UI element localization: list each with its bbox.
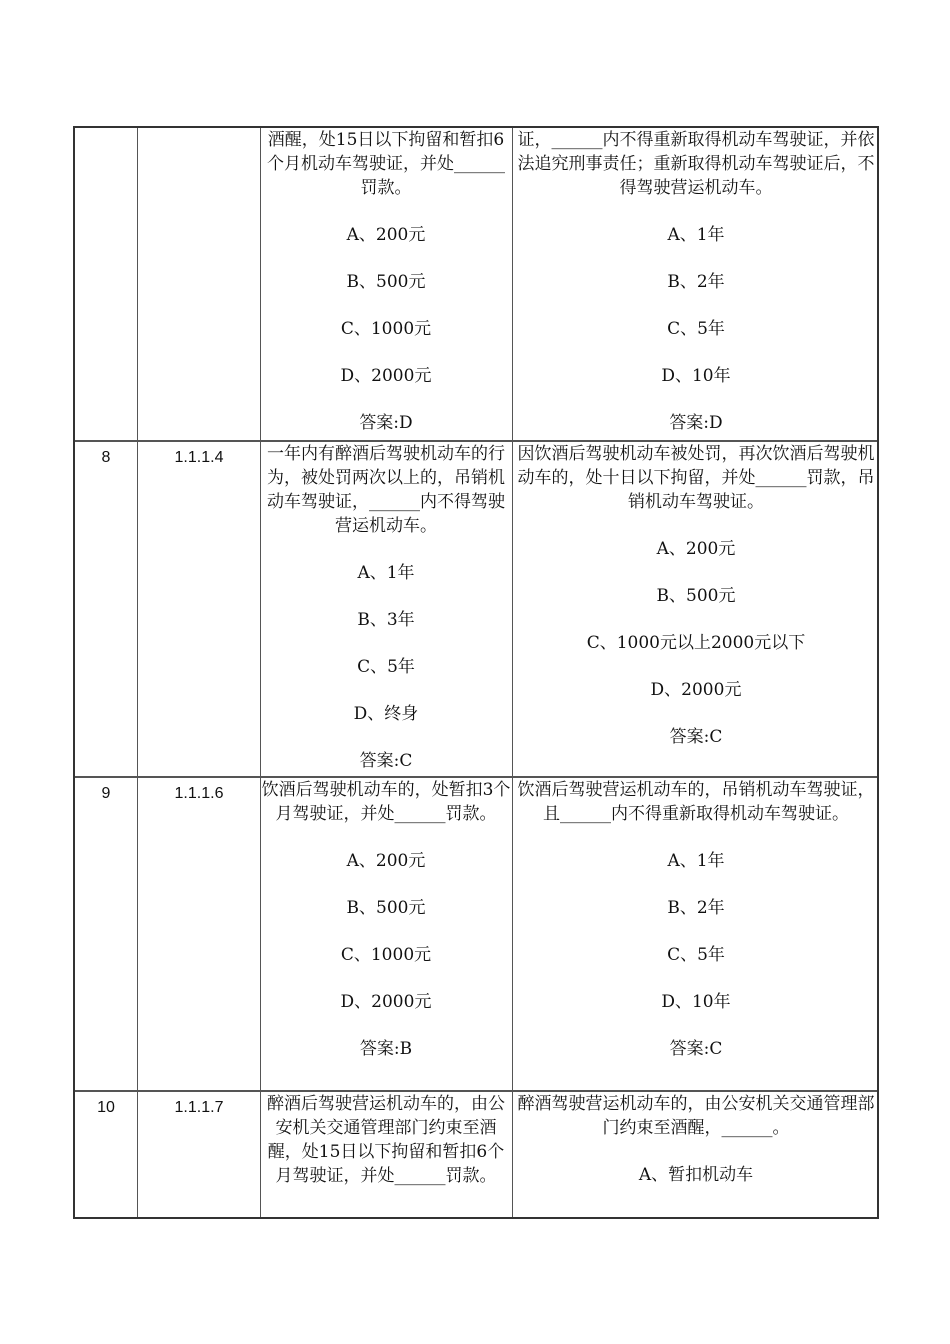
row-number: 8 [101,449,111,466]
question-text: 醉酒驾驶营运机动车的，由公安机关交通管理部门约束至酒醒，______。 [517,1094,875,1138]
question-text: 饮酒后驾驶营运机动车的，吊销机动车驾驶证，且______内不得重新取得机动车驾驶证。 [517,780,875,824]
answer: 答案:B [359,1039,413,1059]
row-number: 9 [101,785,111,802]
answer: 答案:C [359,751,413,771]
option-d: D、2000元 [650,680,742,700]
answer: 答案:C [669,1039,723,1059]
question-cell [515,1092,877,1187]
question-text: 酒醒，处15日以下拘留和暂扣6个月机动车驾驶证，并处______罚款。 [267,130,505,198]
option-a: A、200元 [656,539,736,559]
question-cell [261,442,511,773]
option-d: D、2000元 [340,992,432,1012]
question-cell [515,128,877,435]
question-cell [515,442,877,749]
question-code: 1.1.1.7 [174,1099,224,1116]
option-c: C、1000元以上2000元以下 [586,633,806,653]
question-text: 饮酒后驾驶机动车的，处暂扣3个月驾驶证，并处______罚款。 [261,780,511,824]
option-a: A、200元 [346,851,426,871]
column-divider [137,128,138,1217]
option-d: D、终身 [353,704,419,724]
option-c: C、1000元 [340,945,432,965]
option-a: A、200元 [346,225,426,245]
answer: 答案:C [669,727,723,747]
option-a: A、1年 [667,851,725,871]
column-divider [512,128,513,1217]
option-a: A、1年 [357,563,415,583]
option-d: D、10年 [661,366,731,386]
question-text: 醉酒后驾驶营运机动车的，由公安机关交通管理部门约束至酒醒，处15日以下拘留和暂扣6个月驾驶证，并处______罚款。 [267,1094,505,1186]
question-cell [261,778,511,1061]
option-c: C、5年 [667,945,725,965]
answer: 答案:D [359,413,413,433]
option-b: B、500元 [656,586,736,606]
question-text: 因饮酒后驾驶机动车被处罚，再次饮酒后驾驶机动车的，处十日以下拘留，并处______罚款，吊销机动车驾驶证。 [517,444,875,512]
option-b: B、2年 [667,898,725,918]
question-code: 1.1.1.4 [174,449,224,466]
option-c: C、5年 [667,319,725,339]
option-d: D、10年 [661,992,731,1012]
question-text: 证，______内不得重新取得机动车驾驶证，并依法追究刑事责任；重新取得机动车驾驶证后，不得驾驶营运机动车。 [517,130,875,198]
row-number: 10 [97,1099,115,1116]
option-b: B、500元 [346,272,426,292]
answer: 答案:D [669,413,723,433]
question-cell [261,128,511,435]
option-b: B、500元 [346,898,426,918]
question-text: 一年内有醉酒后驾驶机动车的行为，被处罚两次以上的，吊销机动车驾驶证，______内不得驾驶营运机动车。 [267,444,505,536]
question-cell [515,778,877,1061]
option-d: D、2000元 [340,366,432,386]
option-a: A、1年 [667,225,725,245]
option-a: A、暂扣机动车 [638,1165,754,1185]
option-c: C、1000元 [340,319,432,339]
option-b: B、3年 [357,610,415,630]
option-c: C、5年 [357,657,415,677]
question-table [73,126,879,1219]
option-b: B、2年 [667,272,725,292]
question-code: 1.1.1.6 [174,785,224,802]
question-cell [261,1092,511,1188]
